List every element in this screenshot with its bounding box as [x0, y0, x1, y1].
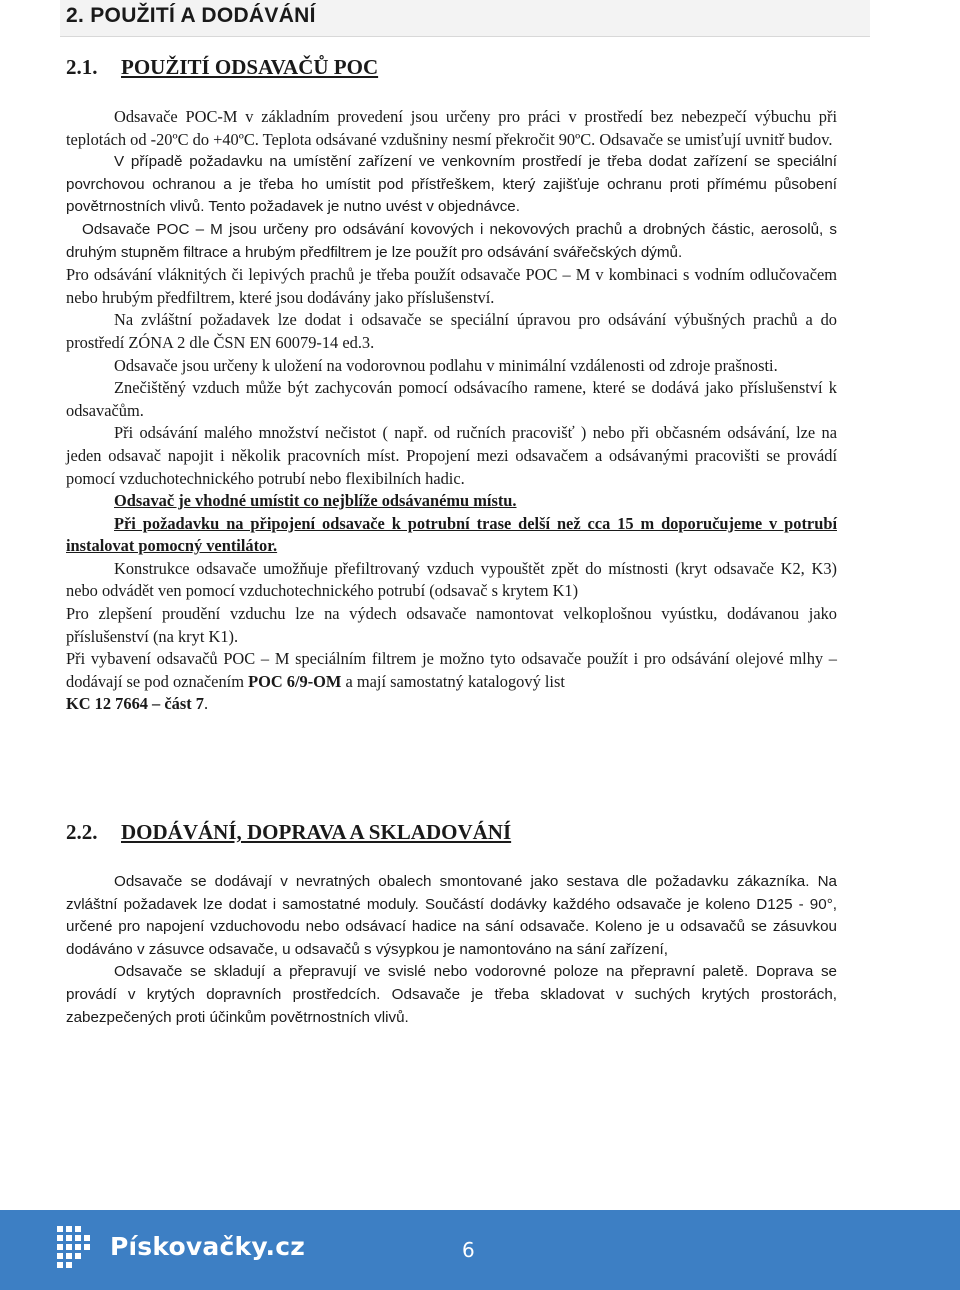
section-title: DODÁVÁNÍ, DOPRAVA A SKLADOVÁNÍ [121, 820, 512, 844]
catalog-reference: KC 12 7664 – část 7 [66, 694, 204, 714]
product-code: POC 6/9-OM [248, 671, 342, 691]
paragraph-text: Při vybavení odsavačů POC – M speciálním filtrem je možno tyto odsavače použít i pro odsávání olejové mlhy – dodávají se pod označením [66, 649, 837, 691]
section-heading-2-1 [66, 55, 378, 80]
paragraph: Odsavače se dodávají v nevratných obalech smontované jako sestava dle požadavku zákazníka. Na zvláštní požadavek lze dodat i samostatné moduly. Součástí dodávky každého odsavače je koleno D125 - 90°, určené pro napojení vzduchovodu nebo odsávací hadice na sání odsavače. Koleno je u odsavačů se zásuvkou dodáváno v zásuvce odsavače, u odsavačů s výsypkou je namontováno na sání zařízení, [66, 873, 837, 958]
section-2-2-body [66, 871, 837, 1029]
paragraph: Pro odsávání vláknitých či lepivých prachů je třeba použít odsavače POC – M v kombinaci s vodním odlučovačem nebo hrubým předfiltrem, které jsou dodávány jako příslušenství. [66, 265, 837, 307]
paragraph-text: a mají samostatný katalogový list [341, 671, 565, 691]
paragraph-text: . [203, 694, 209, 714]
page-number: 6 [462, 1238, 475, 1262]
section-2-1-body [66, 106, 837, 716]
chapter-title: 2. POUŽITÍ A DODÁVÁNÍ [66, 4, 316, 27]
paragraph [66, 648, 837, 716]
paragraph: V případě požadavku na umístění zařízení ve venkovním prostředí je třeba dodat zařízení se speciální povrchovou ochranou a je třeba ho umístit pod přístřeškem, který zajišťuje ochranu proti přímému působení povětrnostních vlivů. Tento požadavek je nutno uvést v objednávce. [66, 153, 837, 216]
paragraph: Pro zlepšení proudění vzduchu lze na výdech odsavače namontovat velkoplošnou vyústku, dodávanou jako příslušenství (na kryt K1). [66, 604, 837, 646]
paragraph: Na zvláštní požadavek lze dodat i odsavače se speciální úpravou pro odsávání výbušných prachů a do prostředí ZÓNA 2 dle ČSN EN 60079-14 ed.3. [66, 310, 837, 352]
notice-paragraph: Odsavač je vhodné umístit co nejblíže odsávanému místu. [114, 491, 517, 511]
section-number: 2.2. [66, 820, 98, 844]
notice-paragraph: Při požadavku na připojení odsavače k potrubní trase delší než cca 15 m doporučujeme v potrubí instalovat pomocný ventilátor. [66, 513, 837, 556]
brand-name: Pískovačky.cz [110, 1232, 305, 1261]
paragraph: Odsavače se skladují a přepravují ve svislé nebo vodorovné poloze na přepravní paletě. Doprava se provádí v krytých dopravních prostředcích. Odsavače je třeba skladovat v suchých krytých prostorách, zabezpečených proti účinkům povětrnostních vlivů. [66, 963, 837, 1026]
paragraph: Odsavače jsou určeny k uložení na vodorovnou podlahu v minimální vzdálenosti od zdroje prašnosti. [114, 355, 778, 375]
section-heading-2-2 [66, 820, 511, 845]
paragraph: Odsavače POC – M jsou určeny pro odsávání kovových i nekovových prachů a drobných částic, aerosolů, s druhým stupněm filtrace a hrubým předfiltrem je lze použít pro odsávání svářečských dýmů. [66, 220, 837, 261]
paragraph: Znečištěný vzduch může být zachycován pomocí odsávacího ramene, které se dodává jako příslušenství k odsavačům. [66, 378, 837, 420]
section-title: POUŽITÍ ODSAVAČŮ POC [121, 55, 379, 79]
section-number: 2.1. [66, 55, 98, 79]
paragraph: Při odsávání malého množství nečistot ( např. od ručních pracovišť ) nebo při občasném odsávání, lze na jeden odsavač napojit i několik pracovních míst. Propojení mezi odsavačem a odsávanými pracovišti se provádí pomocí vzduchotechnického potrubí nebo flexibilních hadic. [66, 423, 837, 488]
paragraph: Konstrukce odsavače umožňuje přefiltrovaný vzduch vypouštět zpět do místnosti (kryt odsavače K2, K3) nebo odvádět ven pomocí vzduchotechnického potrubí (odsavač s krytem K1) [66, 558, 837, 601]
paragraph: Odsavače POC-M v základním provedení jsou určeny pro práci v prostředí bez nebezpečí výbuchu při teplotách od -20ºC do +40ºC. Teplota odsávané vzdušniny nesmí překročit 90ºC. Odsavače se umisťují uvnitř budov. [66, 107, 837, 149]
